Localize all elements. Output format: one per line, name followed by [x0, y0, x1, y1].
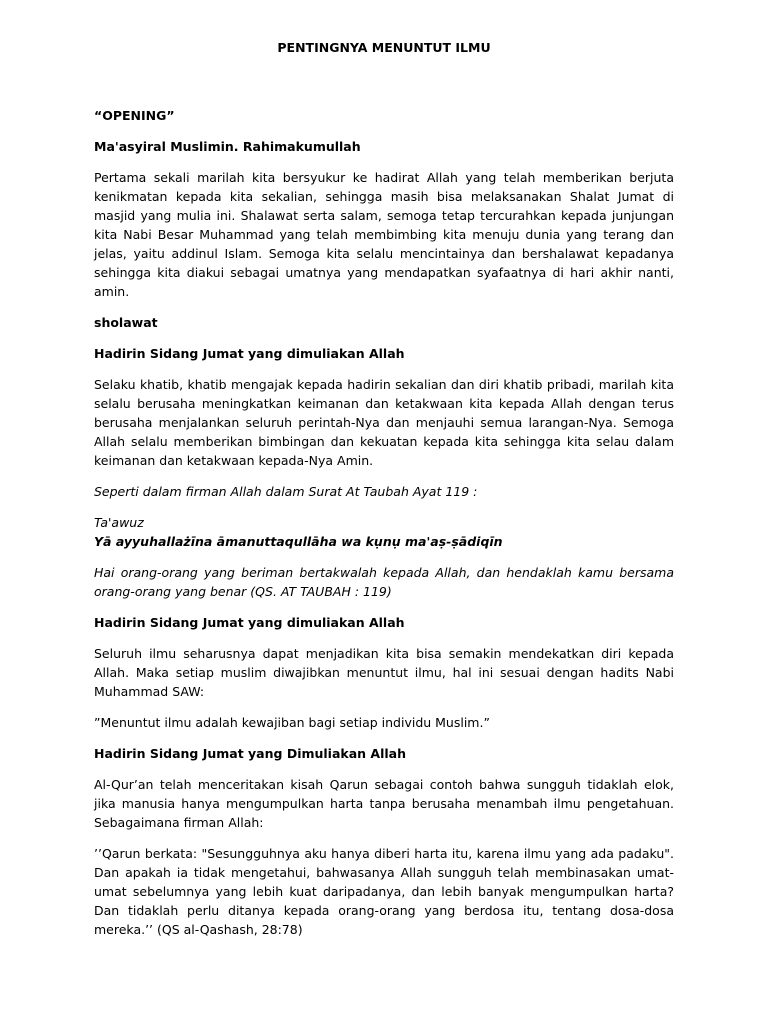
taawuz-label: Ta'awuz: [94, 515, 144, 530]
paragraph-intro: Pertama sekali marilah kita bersyukur ke hadirat Allah yang telah memberikan berjuta kenikmatan kepada kita sekalian, sehingga masih bisa melaksanakan Shalat Jumat di masjid yang mulia ini. Shalawat serta salam, semoga tetap tercurahkan kepada junjungan kita Nabi Besar Muhammad yang telah membimbing kita menuju dunia yang terang dan jelas, yaitu addinul Islam. Semoga kita selalu mencintainya dan bershalawat kepadanya sehingga kita diakui sebagai umatnya yang mendapatkan syafaatnya di hari akhir nanti, amin.: [94, 170, 674, 299]
sholawat-heading: sholawat: [94, 315, 158, 330]
document-title: PENTINGNYA MENUNTUT ILMU: [277, 40, 491, 55]
paragraph-qarun: Al-Qur’an telah menceritakan kisah Qarun sebagai contoh bahwa sungguh tidaklah elok, jika manusia hanya mengumpulkan harta tanpa berusaha menambah ilmu pengetahuan. Sebagaimana firman Allah:: [94, 777, 674, 830]
document-body: [94, 106, 674, 939]
paragraph-khatib: Selaku khatib, khatib mengajak kepada hadirin sekalian dan diri khatib pribadi, marilah kita selalu berusaha meningkatkan keimanan dan ketakwaan kita kepada Allah dengan terus berusaha menjalankan seluruh perintah-Nya dan menjauhi semua larangan-Nya. Semoga Allah selalu memberikan bimbingan dan kekuatan kepada kita sehingga kita selau dalam keimanan dan ketakwaan kepada-Nya Amin.: [94, 377, 674, 468]
paragraph-ilmu: Seluruh ilmu seharusnya dapat menjadikan kita bisa semakin mendekatkan diri kepada Allah. Maka setiap muslim diwajibkan menuntut ilmu, hal ini sesuai dengan hadits Nabi Muhammad SAW:: [94, 646, 674, 699]
hadith-quote: ”Menuntut ilmu adalah kewajiban bagi setiap individu Muslim.”: [94, 715, 490, 730]
verse-translation: Hai orang-orang yang beriman bertakwalah kepada Allah, dan hendaklah kamu bersama orang-orang yang benar (QS. AT TAUBAH : 119): [94, 565, 674, 599]
opening-heading: “OPENING”: [94, 108, 175, 123]
section-heading-3: Hadirin Sidang Jumat yang Dimuliakan Allah: [94, 746, 406, 761]
quran-reference-intro: Seperti dalam firman Allah dalam Surat At Taubah Ayat 119 :: [94, 484, 478, 499]
section-heading-1: Hadirin Sidang Jumat yang dimuliakan Allah: [94, 346, 405, 361]
section-heading-2: Hadirin Sidang Jumat yang dimuliakan Allah: [94, 615, 405, 630]
greeting-heading: Ma'asyiral Muslimin. Rahimakumullah: [94, 139, 361, 154]
arabic-transliteration: Yā ayyuhallażīna āmanuttaqullāha wa kụnụ ma'aṣ-ṣādiqīn: [94, 534, 503, 549]
qarun-verse-quote: ’’Qarun berkata: "Sesungguhnya aku hanya diberi harta itu, karena ilmu yang ada padaku". Dan apakah ia tidak mengetahui, bahwasanya Allah sungguh telah membinasakan umat-umat sebelumnya yang lebih kuat daripadanya, dan lebih banyak mengumpulkan harta? Dan tidaklah perlu ditanya kepada orang-orang yang berdosa itu, tentang dosa-dosa mereka.’’ (QS al-Qashash, 28:78): [94, 846, 674, 937]
